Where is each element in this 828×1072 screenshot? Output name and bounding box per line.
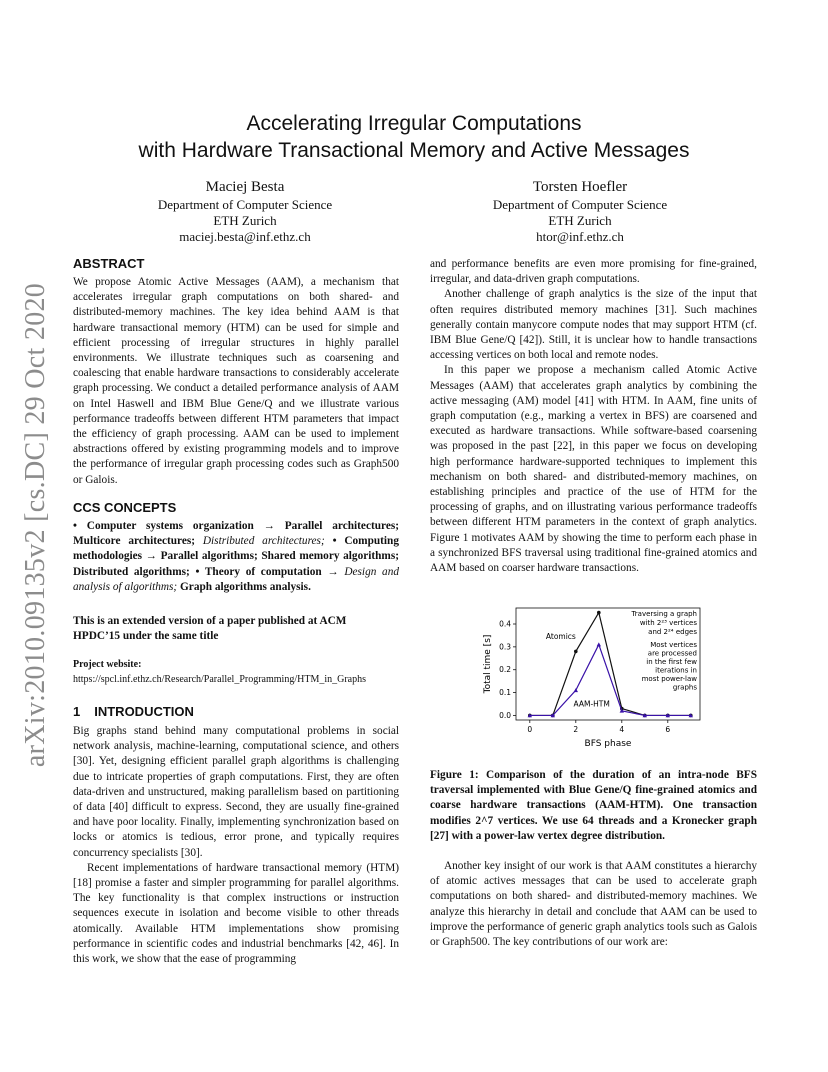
y-tick-label: 0.0 (499, 710, 511, 720)
annotation-2-line: iterations in (655, 666, 697, 675)
annotation-2-line: graphs (672, 683, 697, 692)
intro-text (73, 724, 399, 967)
x-axis-label: BFS phase (584, 739, 632, 749)
annotation-1-line: with 2²³ vertices (639, 619, 697, 627)
author-email: htor@inf.ethz.ch (536, 229, 624, 244)
annotation-2-line: most power-law (641, 674, 697, 683)
author-name: Maciej Besta (205, 179, 285, 195)
series-point (597, 611, 601, 615)
series-point (574, 650, 578, 654)
x-tick-label: 6 (665, 725, 671, 734)
right-column-text-2 (430, 859, 757, 950)
figure-1-caption: Figure 1: Comparison of the duration of an intra-node BFS traversal implemented with Blue Gene/Q fine-grained atomics and coarse hardware transactions (AAM-HTM). One transaction modifies 2^7 vertices. We use 64 threads and a Kronecker graph [27] with a power-law vertex degree distribution. (430, 769, 757, 842)
intro-paragraph-1: Big graphs stand behind many computational problems in social network analysis, machine-learning, computational science, and others [30]. Yet, designing efficient parallel graph algorithms is challenging due to intricate properties of graph computations. First, they are often data-driven and unstructured, making parallelism based on partitioning of data [40] difficult to express. Second, they are usually fine-grained and have poor locality. Finally, implementing synchronization based on locks or atomics is tedious, error prone, and typically requires concurrency specialists [30]. (73, 725, 399, 859)
x-tick-label: 2 (573, 725, 579, 734)
author-inst: ETH Zurich (548, 213, 612, 228)
x-tick-label: 0 (527, 725, 533, 734)
series-point (597, 642, 601, 646)
project-label: Project website: (73, 659, 142, 670)
abstract-heading: ABSTRACT (73, 256, 145, 271)
author-dept: Department of Computer Science (492, 197, 668, 212)
annotation-2-line: Most vertices (650, 640, 697, 649)
author-2 (450, 178, 710, 245)
x-tick-label: 4 (619, 725, 625, 734)
right-paragraph-4: Another key insight of our work is that AAM constitutes a hierarchy of atomic actives messages that can be used to accelerate graph computations on both shared- and distributed-memory machines. We analyze this hierarchy in detail and conclude that AAM can be used to improve the performance of generic graph analytics tools such as Galois or Graph500. The key contributions of our work are: (430, 860, 757, 949)
extended-version-note: This is an extended version of a paper published at ACM HPDC’15 under the same title (73, 615, 347, 643)
ccs-f: Graph algorithms analysis. (180, 580, 311, 593)
figure-1-chart (478, 602, 710, 750)
series-point (574, 688, 578, 692)
title-line-2: with Hardware Transactional Memory and Active Messages (138, 139, 690, 162)
y-tick-label: 0.3 (499, 642, 511, 652)
author-inst: ETH Zurich (213, 213, 277, 228)
right-column-text (430, 257, 757, 576)
author-1 (115, 178, 375, 245)
y-axis-label: Total time [s] (483, 634, 493, 694)
series-label-atomics: Atomics (545, 631, 576, 641)
ccs-heading: CCS CONCEPTS (73, 500, 177, 515)
ccs-e: Design and analysis of algorithms; (73, 565, 399, 593)
right-paragraph-2: Another challenge of graph analytics is the size of the input that often requires distributed memory machines [31]. Such machines generally contain manycore compute nodes that may support HTM (cf. IBM Blue Gene/Q [42]). Still, it is unclear how to handle transactions accessing vertices on both local and remote nodes. (430, 288, 757, 362)
right-paragraph-1: and performance benefits are even more promising for fine-grained, irregular, and data-driven graph computations. (430, 258, 757, 286)
y-tick-label: 0.4 (499, 619, 511, 629)
chart-annotations (631, 610, 698, 691)
ccs-c: • Computing methodologies → Parallel algorithms; Shared memory algorithms; Distributed algorithms; (73, 535, 399, 578)
annotation-2-line: are processed (647, 649, 697, 658)
intro-paragraph-2: Recent implementations of hardware transactional memory (HTM) [18] promise a faster and simpler programming for parallel algorithms. The key functionality is that complex instructions or instruction sequences execute in isolation and become visible to other threads atomically. Available HTM implementations show promising performance in scientific codes and industrial benchmarks [42, 46]. In this work, we show that the ease of programming (73, 861, 399, 966)
series-label-aam-htm: AAM-HTM (573, 699, 610, 709)
y-tick-label: 0.1 (499, 688, 511, 698)
y-tick-label: 0.2 (499, 665, 511, 675)
project-url[interactable]: https://spcl.inf.ethz.ch/Research/Parallel_Programming/HTM_in_Graphs (73, 674, 366, 685)
ccs-d: • Theory of computation → (195, 565, 339, 578)
arxiv-id: arXiv:2010.09135v2 [cs.DC] 29 Oct 2020 (20, 282, 51, 768)
author-dept: Department of Computer Science (157, 197, 333, 212)
intro-number: 1 (73, 704, 81, 719)
author-email: maciej.besta@inf.ethz.ch (179, 229, 311, 244)
paper-title (0, 110, 828, 164)
title-line-1: Accelerating Irregular Computations (246, 112, 582, 135)
ccs-concepts (73, 519, 399, 595)
abstract-body: We propose Atomic Active Messages (AAM), a mechanism that accelerates irregular graph computations on both shared- and distributed-memory machines. The key idea behind AAM is that hardware transactional memory (HTM) can be used for simple and efficient processing of irregular structures in highly parallel environments. We illustrate techniques such as coarsening and coalescing that enable hardware transactions to considerably accelerate graph processing. We conduct a detailed performance analysis of AAM on Intel Haswell and IBM Blue Gene/Q and we illustrate various performance tradeoffs between different HTM parameters that impact the efficiency of graph processing. AAM can be used to implement abstractions offered by existing programming models and to improve the performance of irregular graph processing codes such as Graph500 or Galois. (73, 276, 399, 486)
right-paragraph-3: In this paper we propose a mechanism called Atomic Active Messages (AAM) that accelerates graph analytics by combining the active messaging (AM) model [41] with HTM. In AAM, fine units of graph computation (e.g., marking a vertex in BFS) are coarsened and executed as hardware transactions. While software-based coarsening was proposed in the past [22], in this paper we focus on developing high performance hardware-supported techniques to implement this mechanism on both shared- and distributed-memory machines, on establishing principles and practice of the use of HTM for the processing of graphs, and on illustrating various performance tradeoffs between different HTM parameters in the context of graph analytics. Figure 1 motivates AAM by showing the time to perform each phase in a synchronized BFS traversal using traditional fine-grained atomics and AAM based on coarser hardware transactions. (430, 364, 757, 575)
annotation-1-line: Traversing a graph (631, 610, 697, 618)
abstract-text (73, 275, 399, 488)
annotation-1-line: and 2²⁴ edges (648, 628, 697, 636)
annotation-2-line: in the first few (646, 657, 697, 666)
ccs-a: • Computer systems organization → Parallel architectures; Multicore architectures; (73, 520, 399, 548)
ccs-b: Distributed architectures; (202, 535, 325, 548)
intro-title: INTRODUCTION (94, 704, 194, 719)
intro-heading (73, 704, 194, 720)
arxiv-stamp (20, 282, 52, 768)
author-name: Torsten Hoefler (532, 179, 628, 195)
